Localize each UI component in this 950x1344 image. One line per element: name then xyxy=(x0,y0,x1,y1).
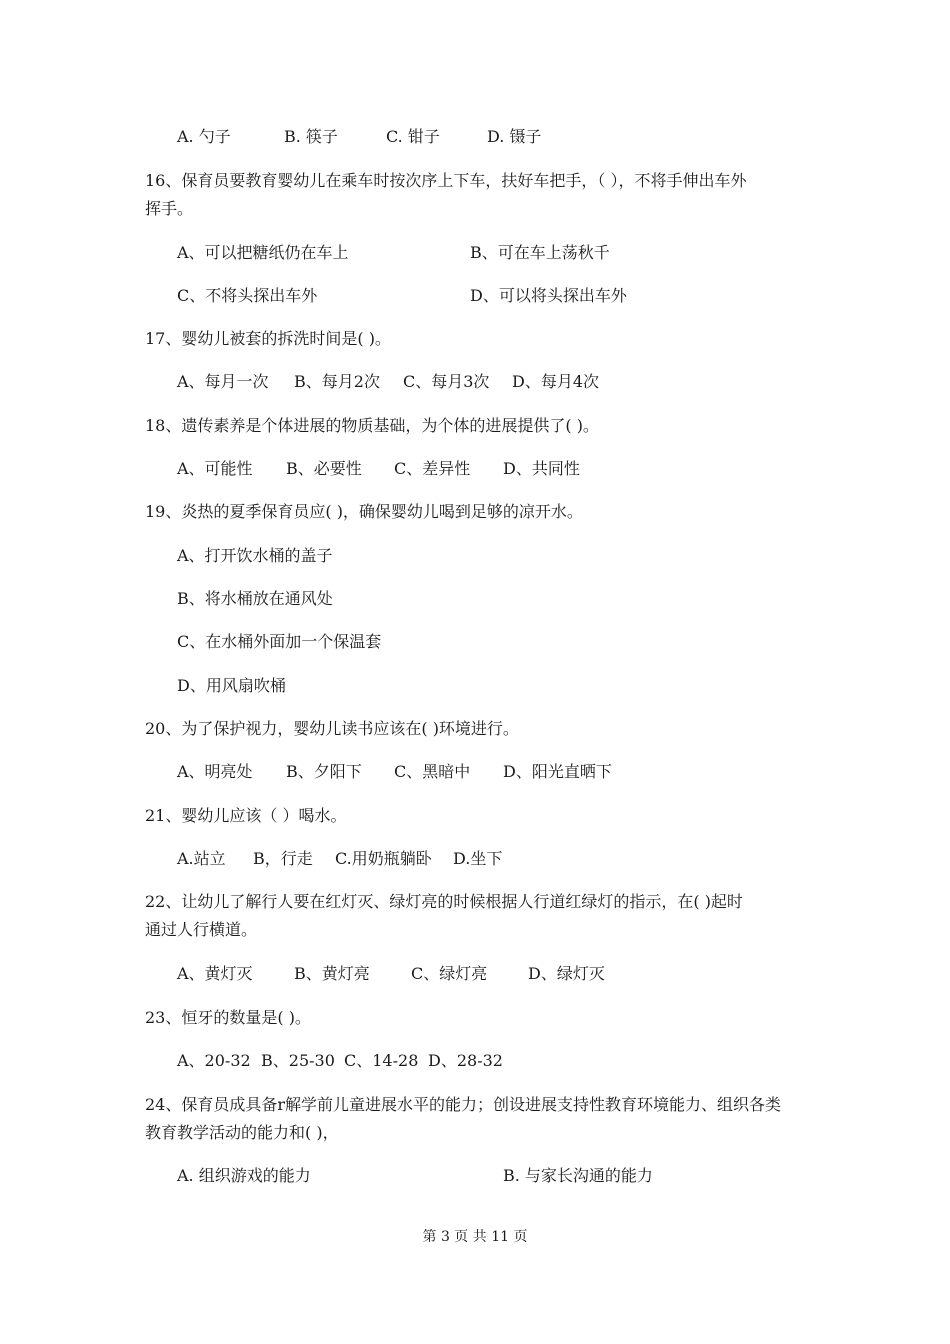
q21-question: 21、婴幼儿应该（ ）喝水。 xyxy=(145,806,347,825)
q17-option-a: A、每月一次 xyxy=(177,372,269,391)
q24-option-a: A. 组织游戏的能力 xyxy=(177,1166,311,1185)
q22-option-a: A、黄灯灭 xyxy=(177,964,253,983)
q20-option-b: B、夕阳下 xyxy=(286,762,362,781)
q17-option-b: B、每月2次 xyxy=(294,372,380,391)
q19-option-b: B、将水桶放在通风处 xyxy=(177,589,333,608)
q19-option-a: A、打开饮水桶的盖子 xyxy=(177,546,333,565)
q22-question-line2: 通过人行横道。 xyxy=(145,920,258,939)
q18-option-c: C、差异性 xyxy=(394,459,471,478)
q23-option-b: B、25-30 xyxy=(261,1051,335,1070)
q18-option-d: D、共同性 xyxy=(503,459,580,478)
q16-option-a: A、可以把糖纸仍在车上 xyxy=(177,243,349,262)
q19-option-c: C、在水桶外面加一个保温套 xyxy=(177,632,382,651)
q16-question-line1: 16、保育员要教育婴幼儿在乘车时按次序上下车，扶好车把手，（ ），不将手伸出车外 xyxy=(145,171,747,190)
q20-option-d: D、阳光直晒下 xyxy=(503,762,612,781)
q21-option-c: C.用奶瓶躺卧 xyxy=(335,849,432,868)
q21-option-a: A.站立 xyxy=(177,849,226,868)
q15-option-d: D. 镊子 xyxy=(487,127,542,146)
q15-option-b: B. 筷子 xyxy=(284,127,338,146)
q24-option-b: B. 与家长沟通的能力 xyxy=(503,1166,653,1185)
q23-option-a: A、20-32 xyxy=(177,1051,251,1070)
q20-option-a: A、明亮处 xyxy=(177,762,253,781)
q24-question-line1: 24、保育员成具备r解学前儿童进展水平的能力；创设进展支持性教育环境能力、组织各类 xyxy=(145,1095,782,1114)
q17-option-c: C、每月3次 xyxy=(403,372,490,391)
q22-question-line1: 22、让幼儿了解行人要在红灯灭、绿灯亮的时候根据人行道红绿灯的指示，在( )起时 xyxy=(145,892,743,911)
q18-option-a: A、可能性 xyxy=(177,459,253,478)
q18-question: 18、遗传素养是个体进展的物质基础，为个体的进展提供了( )。 xyxy=(145,416,599,435)
q15-option-c: C. 钳子 xyxy=(386,127,440,146)
q17-option-d: D、每月4次 xyxy=(512,372,600,391)
q21-option-d: D.坐下 xyxy=(453,849,503,868)
q16-question-line2: 挥手。 xyxy=(145,199,194,218)
q22-option-d: D、绿灯灭 xyxy=(528,964,605,983)
q17-question: 17、婴幼儿被套的拆洗时间是( )。 xyxy=(145,329,391,348)
q16-option-c: C、不将头探出车外 xyxy=(177,286,318,305)
q20-question: 20、为了保护视力，婴幼儿读书应该在( )环境进行。 xyxy=(145,719,519,738)
q23-option-c: C、14-28 xyxy=(344,1051,419,1070)
page-footer: 第 3 页 共 11 页 xyxy=(422,1229,528,1245)
q16-option-d: D、可以将头探出车外 xyxy=(470,286,627,305)
q16-option-b: B、可在车上荡秋千 xyxy=(470,243,610,262)
q20-option-c: C、黑暗中 xyxy=(394,762,471,781)
q22-option-b: B、黄灯亮 xyxy=(294,964,370,983)
q23-question: 23、恒牙的数量是( )。 xyxy=(145,1008,311,1027)
q21-option-b: B，行走 xyxy=(253,849,313,868)
q23-option-d: D、28-32 xyxy=(428,1051,503,1070)
q19-option-d: D、用风扇吹桶 xyxy=(177,676,286,695)
q24-question-line2: 教育教学活动的能力和( )， xyxy=(145,1123,339,1142)
q15-option-a: A. 勺子 xyxy=(177,127,231,146)
q22-option-c: C、绿灯亮 xyxy=(411,964,488,983)
q19-question: 19、炎热的夏季保育员应( )，确保婴幼儿喝到足够的凉开水。 xyxy=(145,502,583,521)
q18-option-b: B、必要性 xyxy=(286,459,362,478)
